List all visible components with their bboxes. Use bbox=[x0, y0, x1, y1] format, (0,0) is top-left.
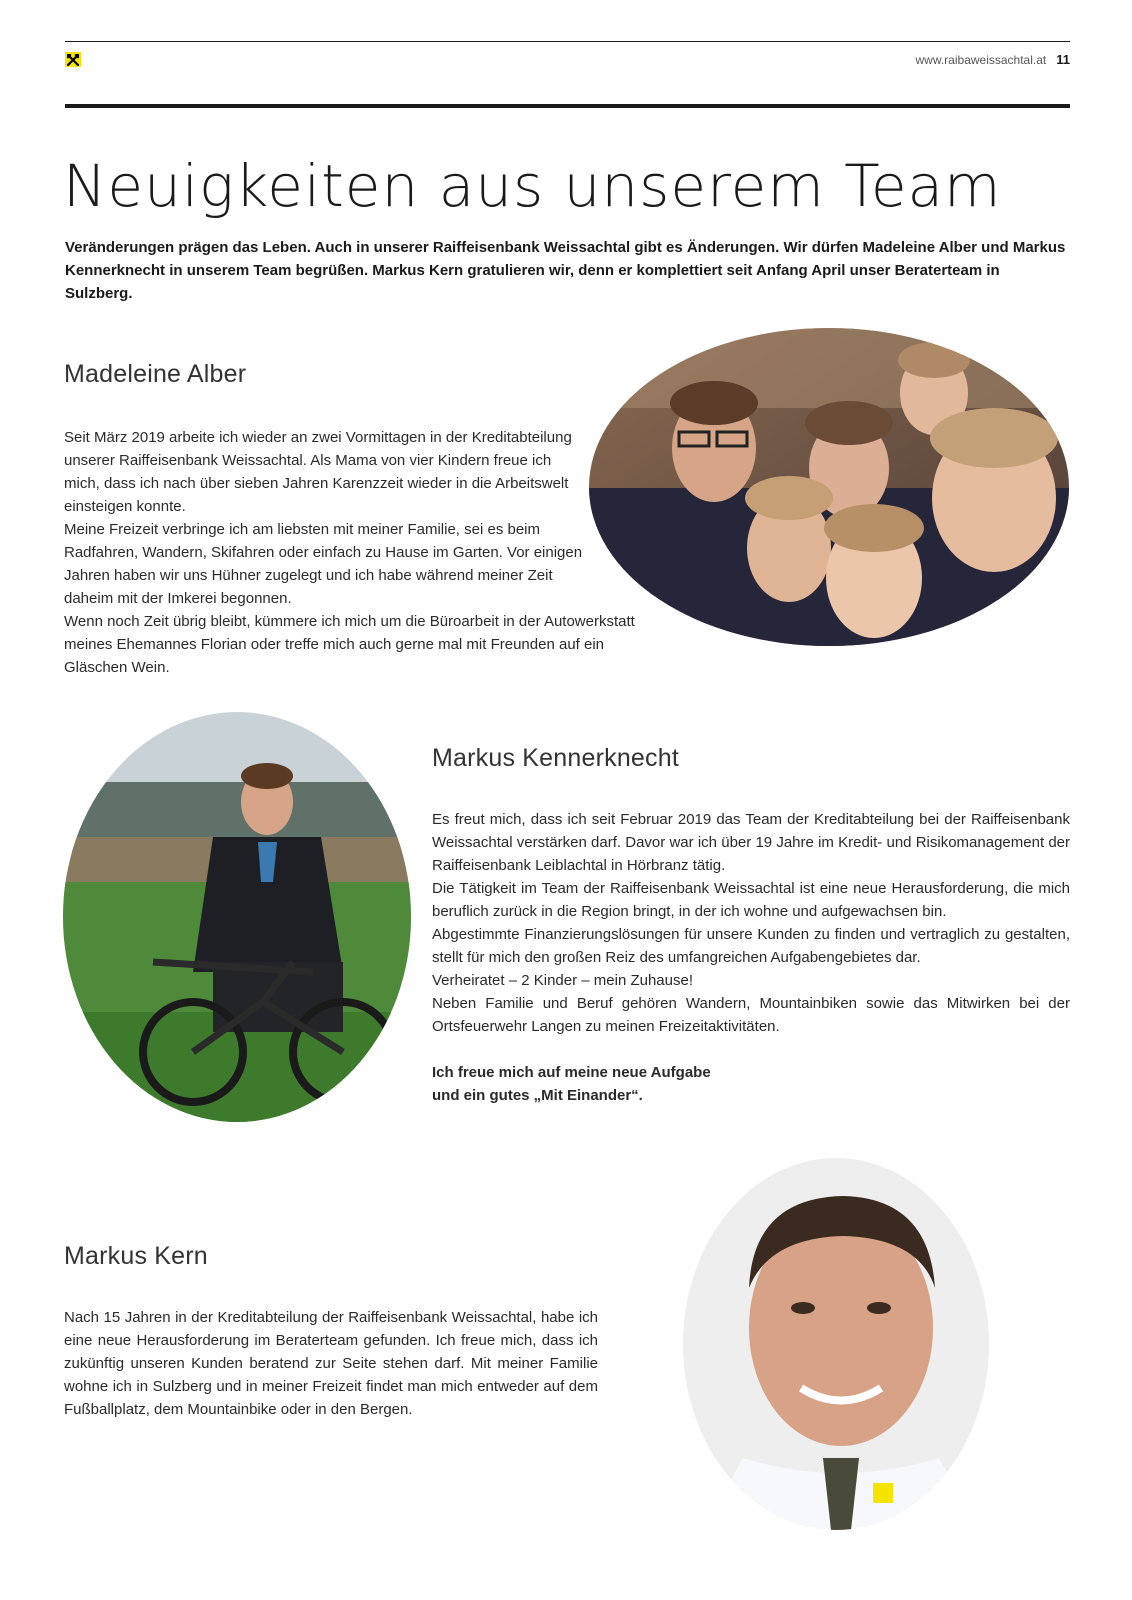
section-name-madeleine-alber: Madeleine Alber bbox=[64, 360, 247, 388]
closing-line: Ich freue mich auf meine neue Aufgabe bbox=[432, 1064, 711, 1081]
website-link[interactable]: www.raibaweissachtal.at bbox=[915, 53, 1047, 67]
intro-text: Veränderungen prägen das Leben. Auch in unserer Raiffeisenbank Weissachtal gibt es Änderungen. Wir dürfen Madeleine Alber und Markus Kennerknecht in unserem Team begrüßen. Markus Kern gratulieren wir, denn er komplettiert seit Anfang April unser Beraterteam in Sulzberg. bbox=[65, 239, 1066, 302]
section-body-markus-kern bbox=[64, 1306, 598, 1421]
paragraph: Nach 15 Jahren in der Kreditabteilung der Raiffeisenbank Weissachtal, habe ich eine neue Herausforderung im Beraterteam gefunden. Ich freue mich, dass ich zukünftig unseren Kunden beratend zur Seite stehen darf. Mit meiner Familie wohne ich in Sulzberg und in meiner Freizeit findet man mich entweder auf dem Fußballplatz, dem Mountainbike oder in den Bergen. bbox=[64, 1309, 598, 1418]
paragraph: Es freut mich, dass ich seit Februar 2019 das Team der Kreditabteilung bei der Raiffeisenbank Weissachtal verstärken darf. Davor war ich über 19 Jahre im Kredit- und Risikomanagement der Raiffeisenbank Leiblachtal in Hörbranz tätig. bbox=[432, 811, 1070, 874]
section-name-markus-kennerknecht: Markus Kennerknecht bbox=[432, 744, 679, 772]
paragraph: Neben Familie und Beruf gehören Wandern, Mountainbiken sowie das Mitwirken bei der Ortsfeuerwehr Langen zu meinen Freizeitaktivitäten. bbox=[432, 995, 1070, 1035]
closing-statement bbox=[432, 1061, 1070, 1107]
section-body-madeleine-alber bbox=[64, 426, 584, 610]
portrait-photo bbox=[683, 1158, 989, 1530]
section-body-markus-kennerknecht bbox=[432, 808, 1070, 1107]
section-name-markus-kern: Markus Kern bbox=[64, 1242, 208, 1270]
paragraph: Verheiratet – 2 Kinder – mein Zuhause! bbox=[432, 972, 693, 989]
paragraph: Wenn noch Zeit übrig bleibt, kümmere ich mich um die Büroarbeit in der Autowerkstatt meines Ehemannes Florian oder treffe mich auch gerne mal mit Freunden auf ein Gläschen Wein. bbox=[64, 613, 635, 676]
raiffeisen-logo-icon bbox=[65, 52, 81, 67]
family-photo bbox=[589, 328, 1069, 646]
header-rule bbox=[65, 41, 1070, 42]
paragraph: Die Tätigkeit im Team der Raiffeisenbank Weissachtal ist eine neue Herausforderung, die mich beruflich zurück in die Region bringt, in der ich wohne und aufgewachsen bin. bbox=[432, 880, 1070, 920]
section-body-madeleine-alber-tail bbox=[64, 610, 664, 679]
paragraph: Abgestimmte Finanzierungslösungen für unsere Kunden zu finden und vertraglich zu gestalten, stellt für mich den großen Reiz des umfangreichen Aufgabengebietes dar. bbox=[432, 926, 1070, 966]
page-number: 11 bbox=[1056, 52, 1070, 67]
page-title: Neuigkeiten aus unserem Team bbox=[63, 152, 1002, 220]
paragraph: Seit März 2019 arbeite ich wieder an zwei Vormittagen in der Kreditabteilung unserer Raiffeisenbank Weissachtal. Als Mama von vier Kindern freue ich mich, dass ich nach über sieben Jahren Karenzzeit wieder in die Arbeitswelt einsteigen konnte. bbox=[64, 429, 572, 515]
paragraph: Meine Freizeit verbringe ich am liebsten mit meiner Familie, sei es beim Radfahren, Wandern, Skifahren oder einfach zu Hause im Garten. Vor einigen Jahren haben wir uns Hühner zugelegt und ich habe während meiner Zeit daheim mit der Imkerei begonnen. bbox=[64, 521, 583, 607]
bike-photo bbox=[63, 712, 411, 1122]
header-meta bbox=[916, 52, 1070, 67]
header-thick-rule bbox=[65, 104, 1070, 108]
closing-line: und ein gutes „Mit Einander“. bbox=[432, 1087, 643, 1104]
